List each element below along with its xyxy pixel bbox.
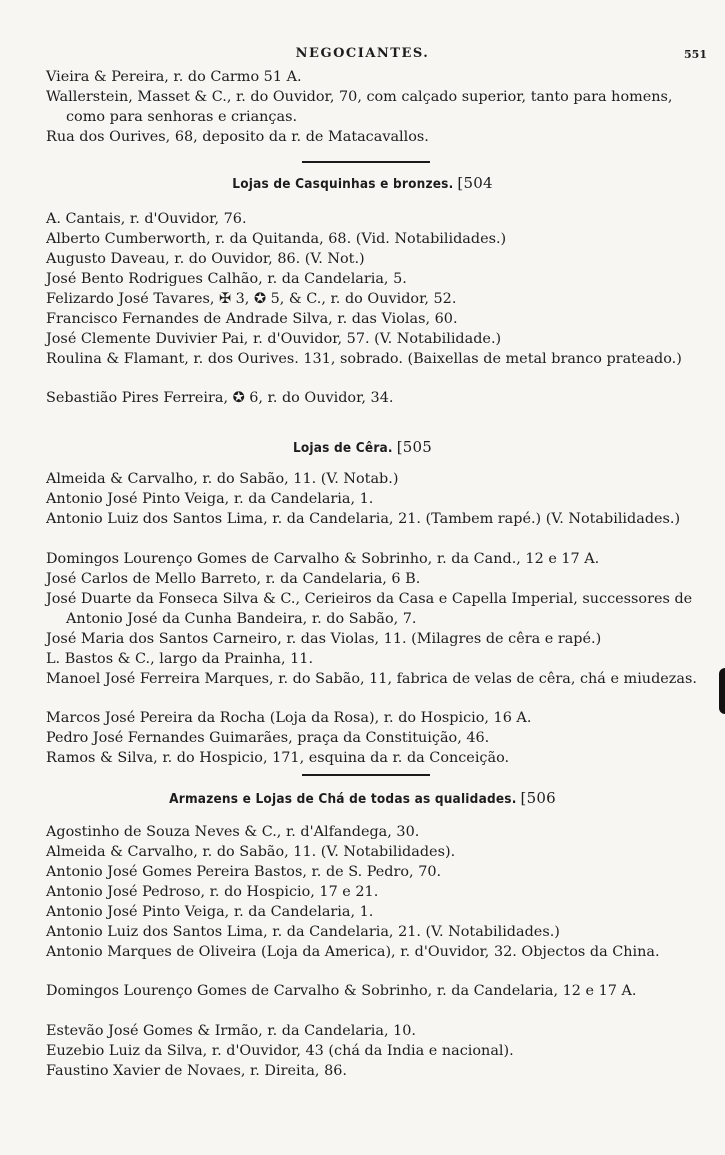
entry-pedroso: Antonio José Pedroso, r. do Hospicio, 17 e 21.	[46, 884, 379, 900]
entry-pereira-rocha: Marcos José Pereira da Rocha (Loja da Rosa), r. do Hospicio, 16 A.	[46, 710, 532, 726]
entry-gomes-carvalho-cha: Domingos Lourenço Gomes de Carvalho & Sobrinho, r. da Candelaria, 12 e 17 A.	[46, 983, 637, 999]
running-title: NEGOCIANTES.	[295, 46, 430, 61]
entry-vieira-pereira: Vieira & Pereira, r. do Carmo 51 A.	[46, 69, 302, 85]
entry-santos-carneiro: José Maria dos Santos Carneiro, r. das Violas, 11. (Milagres de cêra e rapé.)	[46, 631, 602, 647]
entry-daveau: Augusto Daveau, r. do Ouvidor, 86. (V. Not.)	[46, 251, 365, 267]
entry-duvivier: José Clemente Duvivier Pai, r. d'Ouvidor, 57. (V. Notabilidade.)	[46, 331, 502, 347]
page-number: 551	[684, 48, 707, 61]
entry-pires-ferreira: Sebastião Pires Ferreira, ✪ 6, r. do Ouvidor, 34.	[46, 390, 394, 406]
section-heading-506	[0, 789, 725, 807]
entry-almeida-carvalho-cha: Almeida & Carvalho, r. do Sabão, 11. (V. Notabilidades).	[46, 844, 456, 860]
entry-gomes-carvalho-cera: Domingos Lourenço Gomes de Carvalho & Sobrinho, r. da Cand., 12 e 17 A.	[46, 551, 600, 567]
entry-almeida-carvalho-cera: Almeida & Carvalho, r. do Sabão, 11. (V. Notab.)	[46, 471, 399, 487]
running-head	[0, 46, 725, 66]
entry-andrade-silva: Francisco Fernandes de Andrade Silva, r. das Violas, 60.	[46, 311, 458, 327]
section-rule-506	[302, 774, 430, 776]
entry-bastos: L. Bastos & C., largo da Prainha, 11.	[46, 651, 314, 667]
entry-mello-barreto: José Carlos de Mello Barreto, r. da Candelaria, 6 B.	[46, 571, 421, 587]
entry-tavares: Felizardo José Tavares, ✠ 3, ✪ 5, & C., r. do Ouvidor, 52.	[46, 291, 457, 307]
entry-fernandes-guimaraes: Pedro José Fernandes Guimarães, praça da Constituição, 46.	[46, 730, 490, 746]
section-number: [504	[457, 174, 493, 192]
entry-santos-lima-cha: Antonio Luiz dos Santos Lima, r. da Candelaria, 21. (V. Notabilidades.)	[46, 924, 560, 940]
entry-xavier-novaes: Faustino Xavier de Novaes, r. Direita, 86.	[46, 1063, 347, 1079]
entry-rua-dos-ourives: Rua dos Ourives, 68, deposito da r. de Matacavallos.	[46, 129, 429, 145]
entry-marques-oliveira: Antonio Marques de Oliveira (Loja da America), r. d'Ouvidor, 32. Objectos da China.	[46, 944, 660, 960]
entry-euzebio-silva: Euzebio Luiz da Silva, r. d'Ouvidor, 43 (chá da India e nacional).	[46, 1043, 514, 1059]
page-edge-mark	[719, 668, 725, 714]
entry-wallerstein-masset: Wallerstein, Masset & C., r. do Ouvidor, 70, com calçado superior, tanto para homens, como para senhoras e crianças.	[46, 89, 673, 125]
entry-cantais: A. Cantais, r. d'Ouvidor, 76.	[46, 211, 247, 227]
entry-gomes-pereira-bastos: Antonio José Gomes Pereira Bastos, r. de S. Pedro, 70.	[46, 864, 442, 880]
entry-ramos-silva: Ramos & Silva, r. do Hospicio, 171, esquina da r. da Conceição.	[46, 750, 510, 766]
section-title: Armazens e Lojas de Chá de todas as qualidades.	[169, 791, 517, 807]
section-title: Lojas de Casquinhas e bronzes.	[232, 176, 454, 192]
section-heading-505	[0, 438, 725, 456]
section-number: [506	[520, 789, 556, 807]
section-title: Lojas de Cêra.	[292, 440, 393, 456]
entry-cumberworth: Alberto Cumberworth, r. da Quitanda, 68. (Vid. Notabilidades.)	[46, 231, 507, 247]
entry-pinto-veiga-cha: Antonio José Pinto Veiga, r. da Candelaria, 1.	[46, 904, 374, 920]
entry-fonseca-silva: José Duarte da Fonseca Silva & C., Cerieiros da Casa e Capella Imperial, successores de Antonio José da Cunha Bandeira, r. do Sabão, 7.	[46, 591, 693, 627]
entry-calhao: José Bento Rodrigues Calhão, r. da Candelaria, 5.	[46, 271, 407, 287]
entry-roulina-flamant: Roulina & Flamant, r. dos Ourives. 131, sobrado. (Baixellas de metal branco prateado.)	[46, 351, 682, 367]
entry-estevao-gomes: Estevão José Gomes & Irmão, r. da Candelaria, 10.	[46, 1023, 416, 1039]
entry-santos-lima-cera: Antonio Luiz dos Santos Lima, r. da Candelaria, 21. (Tambem rapé.) (V. Notabilidades.)	[46, 511, 681, 527]
section-heading-504	[0, 174, 725, 192]
section-rule-504	[302, 161, 430, 163]
section-number: [505	[396, 438, 433, 456]
entry-souza-neves: Agostinho de Souza Neves & C., r. d'Alfandega, 30.	[46, 824, 420, 840]
entry-pinto-veiga-cera: Antonio José Pinto Veiga, r. da Candelaria, 1.	[46, 491, 374, 507]
entry-ferreira-marques: Manoel José Ferreira Marques, r. do Sabão, 11, fabrica de velas de cêra, chá e miudezas.	[46, 671, 697, 687]
